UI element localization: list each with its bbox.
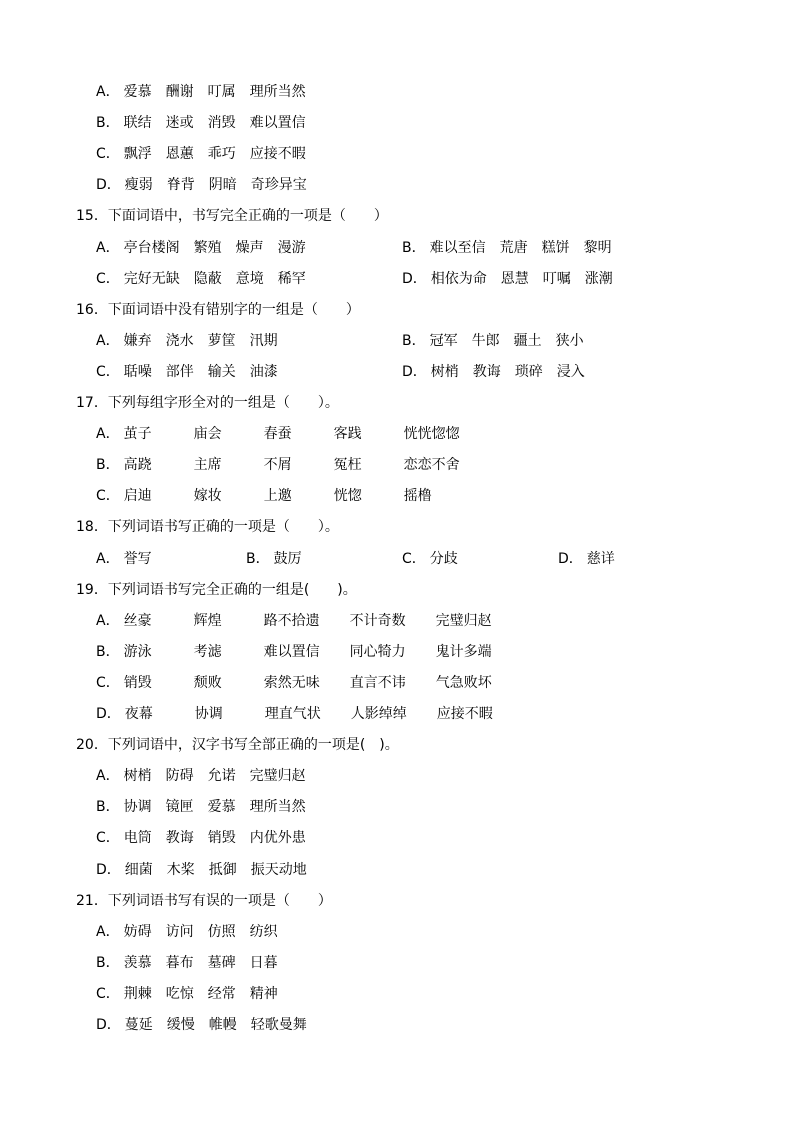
option-word: 黎明 (583, 239, 612, 256)
option-word: 不计奇数 (349, 612, 406, 629)
answer-option (96, 144, 320, 164)
question-stem (0, 206, 794, 226)
answer-option (246, 549, 316, 569)
option-word: 嫁妆 (193, 488, 222, 505)
answer-option (96, 922, 292, 942)
option-label: A． (96, 332, 120, 349)
option-row (0, 766, 794, 786)
question-text: 20．下列词语中，汉字书写全部正确的一项是( )。 (76, 737, 399, 754)
option-word: 缓慢 (166, 1017, 195, 1033)
question-text: 19．下列词语书写完全正确的一组是( )。 (76, 581, 357, 598)
option-word: 直言不讳 (349, 674, 406, 691)
option-word: 协调 (194, 706, 223, 722)
option-word: 油漆 (249, 363, 278, 380)
option-word: 墓碑 (207, 954, 236, 971)
option-label: D． (96, 861, 121, 878)
option-word: 羡慕 (123, 954, 152, 971)
option-word: 完好无缺 (123, 270, 180, 287)
answer-option (96, 642, 522, 662)
option-word: 妨碍 (123, 923, 152, 940)
option-word: 燥声 (235, 239, 264, 256)
option-word: 理直气状 (264, 706, 321, 722)
option-word: 瘦弱 (124, 177, 153, 194)
option-word: 汛期 (249, 332, 278, 349)
answer-option (96, 673, 522, 693)
option-word: 丝豪 (123, 612, 152, 629)
option-word: 访问 (165, 923, 194, 940)
option-word: 辉煌 (193, 612, 222, 629)
question-stem (0, 735, 794, 755)
option-word: 春蚕 (263, 426, 292, 443)
option-row (0, 828, 794, 848)
option-word: 帷幔 (208, 1017, 237, 1033)
option-word: 脊背 (166, 177, 195, 194)
option-word: 聒噪 (123, 363, 152, 380)
option-word: 木桨 (166, 861, 195, 878)
option-row (0, 82, 794, 102)
option-word: 暮布 (165, 954, 194, 971)
option-word: 启迪 (123, 488, 152, 505)
option-label: A． (96, 550, 120, 567)
option-word: 萝筐 (207, 332, 236, 349)
option-word: 奇珍异宝 (250, 177, 307, 194)
option-word: 理所当然 (249, 799, 306, 816)
option-label: D． (96, 177, 121, 194)
option-word: 难以置信 (263, 643, 320, 660)
option-word: 涨潮 (584, 270, 613, 287)
question-text: 17．下列每组字形全对的一组是（ ）。 (76, 395, 339, 411)
option-label: B． (402, 239, 426, 256)
option-word: 防碍 (165, 768, 194, 785)
option-word: 嫌弃 (123, 332, 152, 349)
option-word: 允诺 (207, 768, 236, 785)
answer-option (96, 860, 321, 880)
option-word: 迷或 (165, 115, 194, 132)
option-word: 气急败坏 (435, 674, 492, 691)
question-text: 15．下面词语中，书写完全正确的一项是（ ） (76, 208, 388, 225)
option-word: 人影绰绰 (350, 706, 407, 722)
option-word: 树梢 (123, 768, 152, 785)
question-text: 21．下列词语书写有误的一项是（ ） (76, 892, 332, 909)
option-word: 教诲 (472, 363, 501, 380)
option-word: 叮属 (207, 84, 236, 100)
option-word: 销毁 (123, 674, 152, 691)
question-text: 18．下列词语书写正确的一项是（ ）。 (76, 519, 339, 536)
answer-option (96, 238, 320, 258)
option-word: 路不拾遗 (263, 612, 320, 629)
option-word: 酬谢 (165, 84, 194, 100)
option-word: 庙会 (193, 426, 222, 443)
option-word: 索然无味 (263, 674, 320, 691)
option-word: 慈详 (586, 550, 615, 567)
option-word: 吃惊 (165, 985, 194, 1002)
option-word: 分歧 (429, 550, 458, 567)
option-word: 纺织 (249, 923, 278, 940)
option-word: 难以置信 (249, 115, 306, 132)
option-row (0, 486, 794, 506)
question-stem (0, 393, 794, 413)
option-word: 飘浮 (123, 146, 152, 163)
question-stem (0, 891, 794, 911)
option-label: A． (96, 84, 120, 100)
question-stem (0, 517, 794, 537)
option-word: 协调 (123, 799, 152, 816)
option-row (0, 238, 794, 258)
question-text: 16．下面词语中没有错别字的一组是（ ） (76, 301, 360, 318)
question-stem (0, 580, 794, 600)
answer-option (96, 82, 320, 102)
option-label: C． (96, 830, 120, 847)
answer-option (96, 331, 292, 351)
option-word: 阴暗 (208, 177, 237, 194)
option-word: 抵御 (208, 861, 237, 878)
answer-option (96, 828, 320, 848)
option-word: 同心犄力 (349, 643, 406, 660)
option-word: 恩蕙 (165, 146, 194, 163)
option-word: 完璧归赵 (249, 768, 306, 785)
option-row (0, 704, 794, 724)
answer-option (96, 362, 292, 382)
option-word: 疆土 (513, 332, 542, 349)
option-label: B． (96, 643, 120, 660)
option-row (0, 922, 794, 942)
option-word: 轻歌曼舞 (250, 1017, 307, 1033)
option-word: 联结 (123, 115, 152, 132)
option-word: 稀罕 (277, 270, 306, 287)
option-row (0, 797, 794, 817)
option-word: 客践 (333, 426, 362, 443)
option-word: 狭小 (555, 332, 584, 349)
option-row (0, 331, 794, 351)
answer-option (96, 984, 292, 1004)
option-label: A． (96, 612, 120, 629)
option-word: 冤枉 (333, 457, 362, 474)
option-word: 乖巧 (207, 146, 236, 163)
option-word: 难以至信 (429, 239, 486, 256)
answer-option (402, 238, 626, 258)
option-row (0, 860, 794, 880)
option-row (0, 424, 794, 444)
option-word: 主席 (193, 457, 222, 474)
option-word: 精神 (249, 985, 278, 1002)
option-word: 输关 (207, 363, 236, 380)
option-word: 夜幕 (124, 706, 153, 722)
option-word: 日暮 (249, 954, 278, 971)
option-word: 繁殖 (193, 239, 222, 256)
option-word: 牛郎 (471, 332, 500, 349)
option-word: 亭台楼阁 (123, 239, 180, 256)
option-row (0, 611, 794, 631)
option-word: 浸入 (556, 363, 585, 380)
option-row (0, 953, 794, 973)
option-word: 不屑 (263, 457, 292, 474)
option-label: C． (402, 550, 426, 567)
option-label: B． (96, 115, 120, 132)
option-word: 游泳 (123, 643, 152, 660)
option-word: 隐蔽 (193, 270, 222, 287)
option-label: D． (402, 270, 427, 287)
option-word: 相依为命 (430, 270, 487, 287)
option-label: C． (96, 270, 120, 287)
option-row (0, 1015, 794, 1035)
option-label: A． (96, 426, 120, 443)
option-word: 树梢 (430, 363, 459, 380)
option-word: 恋恋不舍 (403, 457, 460, 474)
option-word: 消毁 (207, 115, 236, 132)
option-row (0, 984, 794, 1004)
option-label: B． (96, 954, 120, 971)
option-word: 冠军 (429, 332, 458, 349)
answer-option (402, 331, 598, 351)
option-row (0, 175, 794, 195)
answer-option (96, 766, 320, 786)
option-row (0, 144, 794, 164)
option-label: C． (96, 674, 120, 691)
option-word: 完璧归赵 (435, 612, 492, 629)
answer-option (96, 455, 490, 475)
option-row (0, 113, 794, 133)
option-row (0, 642, 794, 662)
option-word: 教诲 (165, 830, 194, 847)
answer-option (402, 362, 599, 382)
option-row (0, 549, 794, 569)
answer-option (558, 549, 629, 569)
answer-option (96, 175, 321, 195)
option-label: D． (558, 550, 583, 567)
option-word: 细菌 (124, 861, 153, 878)
option-word: 叮嘱 (542, 270, 571, 287)
answer-option (96, 611, 522, 631)
option-word: 镜匣 (165, 799, 194, 816)
option-word: 颓败 (193, 674, 222, 691)
option-label: A． (96, 768, 120, 785)
option-word: 电筒 (123, 830, 152, 847)
option-label: A． (96, 239, 120, 256)
option-word: 荆棘 (123, 985, 152, 1002)
option-word: 茧子 (123, 426, 152, 443)
option-word: 爱慕 (123, 84, 152, 100)
answer-option (96, 269, 320, 289)
option-row (0, 269, 794, 289)
option-label: D． (96, 706, 121, 722)
option-label: B． (96, 799, 120, 816)
answer-option (96, 113, 320, 133)
option-label: B． (402, 332, 426, 349)
option-word: 琐碎 (514, 363, 543, 380)
option-label: B． (246, 550, 270, 567)
option-word: 恍恍惚惚 (403, 426, 460, 443)
answer-option (96, 797, 320, 817)
option-word: 上邀 (263, 488, 292, 505)
option-word: 糕饼 (541, 239, 570, 256)
option-label: B． (96, 457, 120, 474)
option-word: 应接不暇 (436, 706, 493, 722)
answer-option (402, 269, 627, 289)
option-word: 仿照 (207, 923, 236, 940)
option-word: 爱慕 (207, 799, 236, 816)
option-word: 理所当然 (249, 84, 306, 100)
option-word: 应接不暇 (249, 146, 306, 163)
option-word: 漫游 (277, 239, 306, 256)
option-label: C． (96, 363, 120, 380)
option-word: 蔓延 (124, 1017, 153, 1033)
option-label: A． (96, 923, 120, 940)
option-word: 振天动地 (250, 861, 307, 878)
option-word: 荒唐 (499, 239, 528, 256)
option-label: C． (96, 985, 120, 1002)
option-word: 意境 (235, 270, 264, 287)
option-word: 誉写 (123, 550, 152, 567)
answer-option (96, 1015, 321, 1035)
option-word: 高跷 (123, 457, 152, 474)
answer-option (96, 549, 166, 569)
answer-option (96, 704, 523, 724)
option-word: 考滤 (193, 643, 222, 660)
answer-option (96, 953, 292, 973)
question-stem (0, 300, 794, 320)
option-row (0, 362, 794, 382)
option-word: 内优外患 (249, 830, 306, 847)
option-word: 恍惚 (333, 488, 362, 505)
option-label: C． (96, 488, 120, 505)
option-row (0, 673, 794, 693)
option-word: 部伴 (165, 363, 194, 380)
option-label: C． (96, 146, 120, 163)
option-label: D． (402, 363, 427, 380)
option-word: 销毁 (207, 830, 236, 847)
option-word: 浇水 (165, 332, 194, 349)
option-word: 鬼计多端 (435, 643, 492, 660)
answer-option (402, 549, 472, 569)
option-word: 经常 (207, 985, 236, 1002)
option-word: 摇橹 (403, 488, 432, 505)
option-label: D． (96, 1017, 121, 1033)
answer-option (96, 486, 474, 506)
option-word: 鼓厉 (273, 550, 302, 567)
answer-option (96, 424, 490, 444)
option-row (0, 455, 794, 475)
option-word: 恩慧 (500, 270, 529, 287)
